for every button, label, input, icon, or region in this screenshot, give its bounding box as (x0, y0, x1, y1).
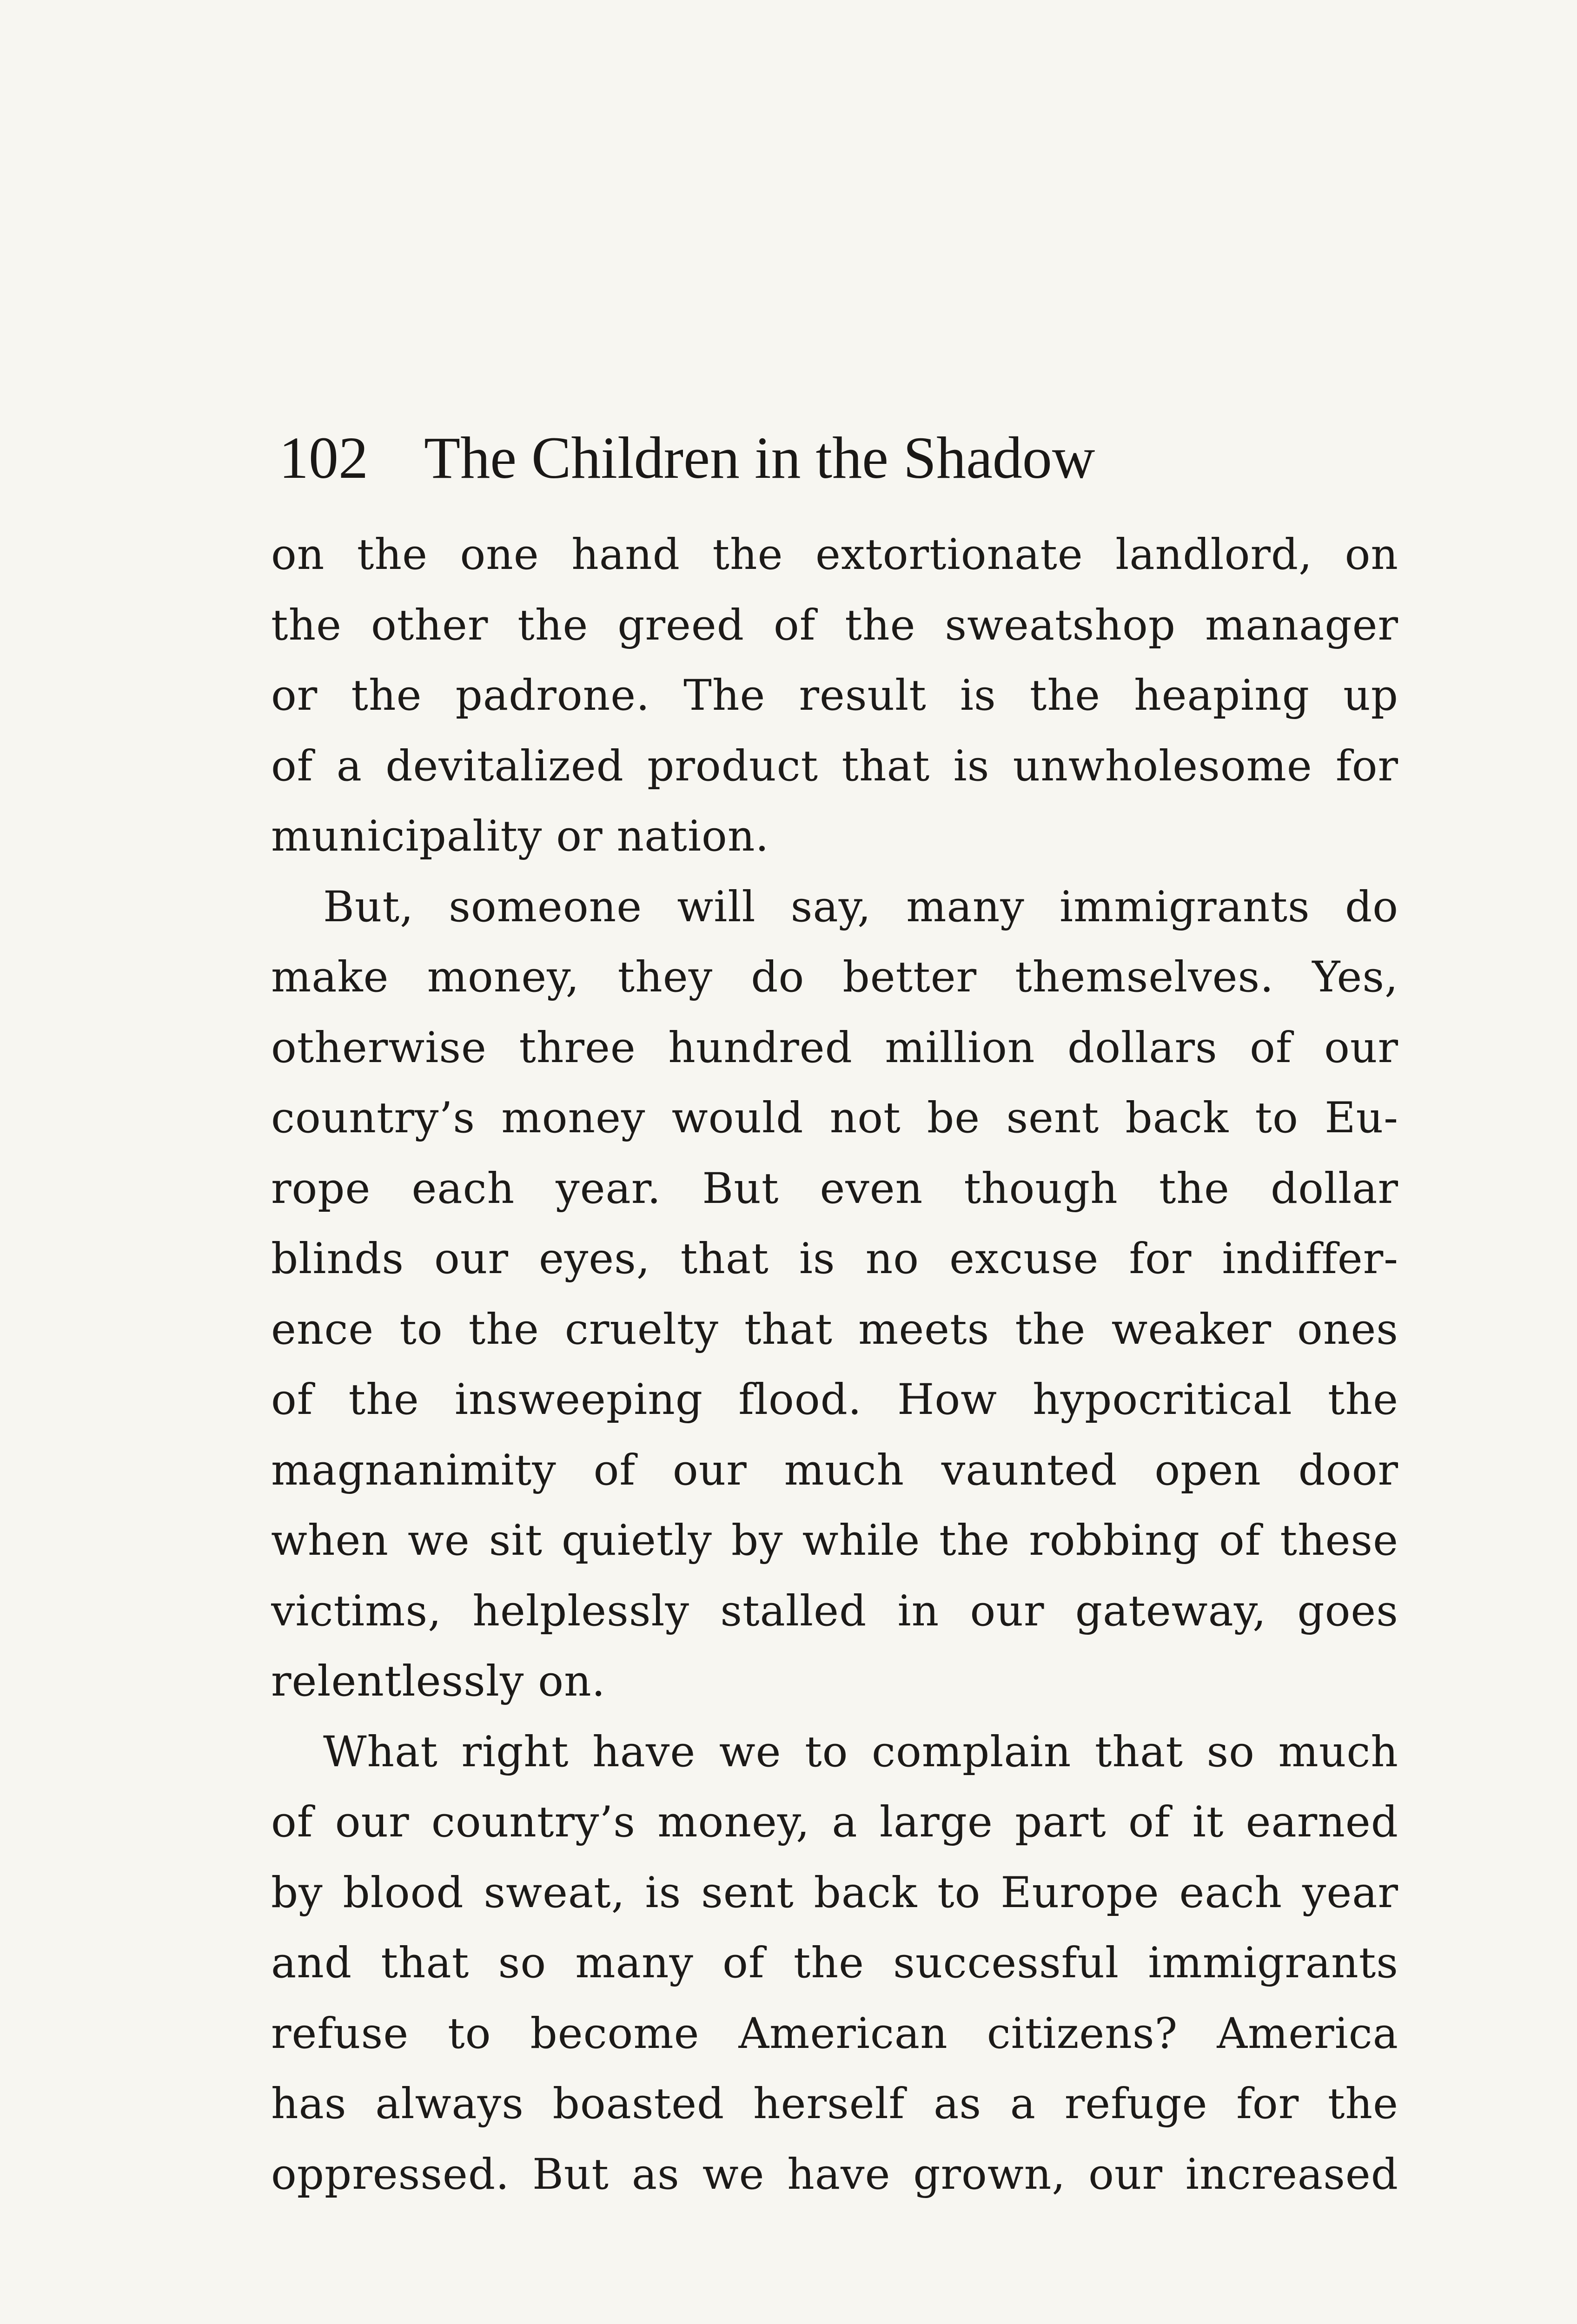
text-line: or the padrone. The result is the heaping up (271, 671, 1398, 720)
text-line: of a devitalized product that is unwholesome for (271, 741, 1398, 791)
text-line: blinds our eyes, that is no excuse for indiffer- (271, 1235, 1398, 1283)
text-line: refuse to become American citizens? America (271, 2009, 1398, 2058)
text-line: make money, they do better themselves. Yes, (271, 953, 1398, 1002)
body-text (271, 520, 1398, 2210)
text-line: of the insweeping flood. How hypocritical the (271, 1375, 1398, 1424)
text-line: municipality or nation. (271, 812, 769, 861)
running-head (279, 421, 1399, 495)
text-line: victims, helplessly stalled in our gateway, goes (271, 1586, 1398, 1636)
text-line: magnanimity of our much vaunted open door (271, 1446, 1398, 1495)
text-line: on the one hand the extortionate landlord, on (271, 530, 1398, 579)
text-line: the other the greed of the sweatshop manager (271, 601, 1398, 650)
text-line: oppressed. But as we have grown, our increased (271, 2150, 1398, 2199)
text-line: relentlessly on. (271, 1657, 606, 1706)
text-line: by blood sweat, is sent back to Europe each year (271, 1868, 1398, 1917)
text-line: otherwise three hundred million dollars of our (271, 1023, 1398, 1072)
page-number: 102 (279, 424, 368, 491)
text-line: of our country’s money, a large part of it earned (271, 1798, 1398, 1847)
text-line: What right have we to complain that so much (323, 1727, 1398, 1776)
text-line: when we sit quietly by while the robbing of these (271, 1516, 1398, 1565)
running-title: The Children in the Shadow (424, 424, 1095, 491)
text-line: has always boasted herself as a refuge for the (271, 2080, 1398, 2128)
text-line: But, someone will say, many immigrants do (323, 882, 1398, 931)
text-line: country’s money would not be sent back to Eu- (271, 1094, 1398, 1142)
text-line: ence to the cruelty that meets the weaker ones (271, 1305, 1398, 1354)
text-line: rope each year. But even though the dollar (271, 1164, 1398, 1213)
text-line: and that so many of the successful immigrants (271, 1939, 1398, 1987)
